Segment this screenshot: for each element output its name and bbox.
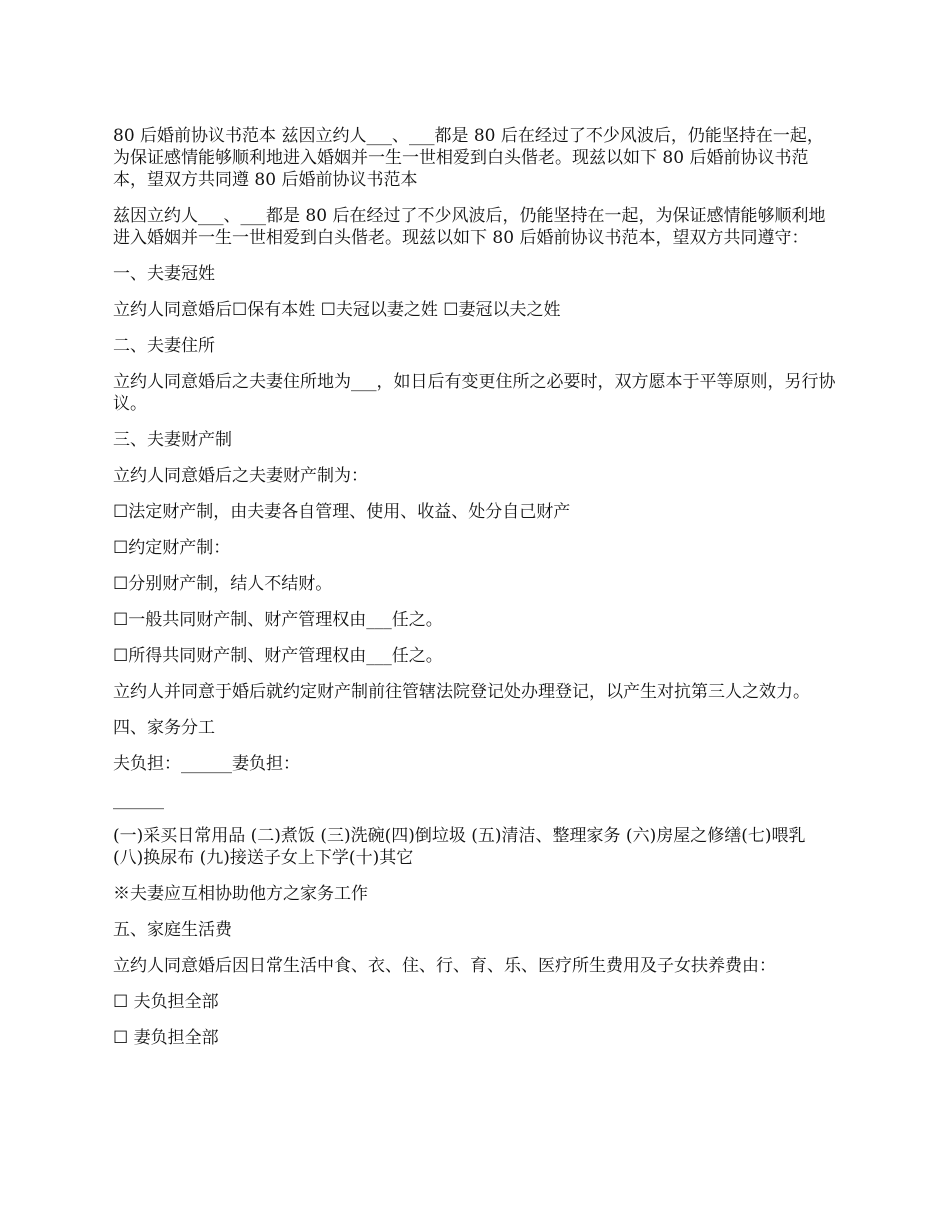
document-body bbox=[113, 125, 838, 1063]
section-heading-residence: 二、夫妻住所 bbox=[113, 336, 215, 356]
property-option-agreed: ☐约定财产制： bbox=[113, 538, 231, 558]
expense-option-wife: ☐ 妻负担全部 bbox=[113, 1028, 219, 1048]
surname-options: 立约人同意婚后☐保有本姓 ☐夫冠以妻之姓 ☐妻冠以夫之姓 bbox=[113, 300, 561, 320]
section-heading-living-expenses: 五、家庭生活费 bbox=[113, 920, 232, 940]
expense-option-husband: ☐ 夫负担全部 bbox=[113, 992, 219, 1012]
housework-assignment: 夫负担：______妻负担： bbox=[113, 754, 300, 774]
property-option-general-common: ☐一般共同财产制、财产管理权由___任之。 bbox=[113, 610, 443, 630]
section-heading-housework: 四、家务分工 bbox=[113, 718, 215, 738]
preamble-paragraph: 兹因立约人___、___都是 80 后在经过了不少风波后，仍能坚持在一起，为保证感情能够顺利地进入婚姻并一生一世相爱到白头偕老。现兹以如下 80 后婚前协议书范本，望双方共同遵守： bbox=[113, 206, 826, 248]
property-registration-clause: 立约人并同意于婚后就约定财产制前往管辖法院登记处办理登记，以产生对抗第三人之效力。 bbox=[113, 682, 810, 702]
property-option-statutory: ☐法定财产制，由夫妻各自管理、使用、收益、处分自己财产 bbox=[113, 502, 571, 522]
section-heading-surname: 一、夫妻冠姓 bbox=[113, 264, 215, 284]
property-option-separate: ☐分别财产制，结人不结财。 bbox=[113, 574, 333, 594]
living-expenses-clause: 立约人同意婚后因日常生活中食、衣、住、行、育、乐、医疗所生费用及子女扶养费由： bbox=[113, 956, 776, 976]
residence-clause: 立约人同意婚后之夫妻住所地为___，如日后有变更住所之必要时，双方愿本于平等原则，另行协议。 bbox=[113, 372, 836, 414]
housework-blank: ______ bbox=[113, 790, 164, 810]
housework-note: ※夫妻应互相协助他方之家务工作 bbox=[113, 884, 368, 904]
intro-paragraph: 80 后婚前协议书范本 兹因立约人___、___都是 80 后在经过了不少风波后，仍能坚持在一起，为保证感情能够顺利地进入婚姻并一生一世相爱到白头偕老。现兹以如下 80 后婚前协议书范本，望双方共同遵 80 后婚前协议书范本 bbox=[113, 126, 824, 190]
property-option-income-common: ☐所得共同财产制、财产管理权由___任之。 bbox=[113, 646, 443, 666]
housework-list: (一)采买日常用品 (二)煮饭 (三)洗碗(四)倒垃圾 (五)清洁、整理家务 (六)房屋之修缮(七)喂乳 (八)换尿布 (九)接送子女上下学(十)其它 bbox=[113, 826, 811, 868]
section-heading-property: 三、夫妻财产制 bbox=[113, 430, 232, 450]
property-intro: 立约人同意婚后之夫妻财产制为： bbox=[113, 466, 368, 486]
